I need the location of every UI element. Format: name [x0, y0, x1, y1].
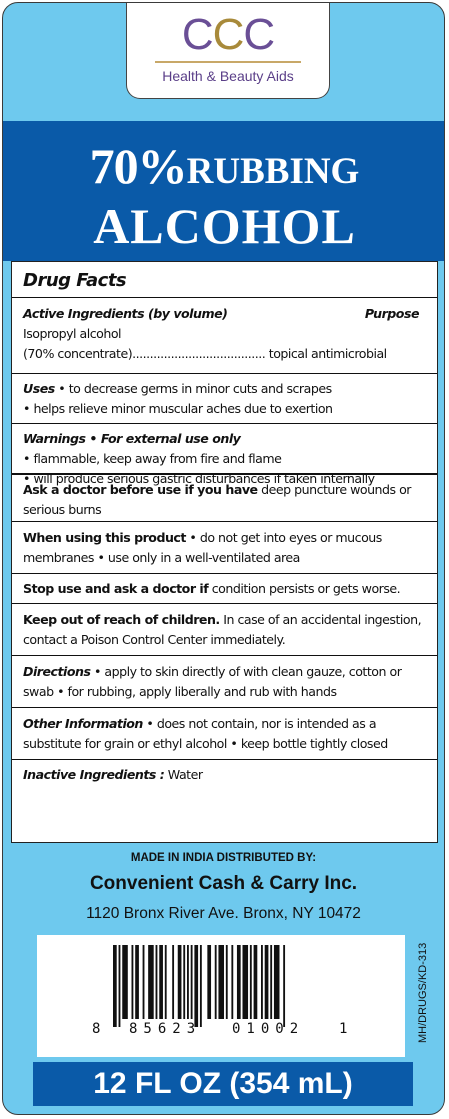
- barcode-bar: [226, 945, 228, 1019]
- drug-facts-panel: [11, 261, 438, 843]
- barcode-bar: [183, 945, 185, 1019]
- keep-out-label: Keep out of reach of children.: [23, 612, 220, 627]
- warnings-section: Warnings • For external use only • flammable, keep away from fire and flame • will produce serious gastric disturbances if taken internally: [12, 424, 437, 474]
- leader-dots: ......................................: [132, 346, 266, 361]
- title-percent: 70%: [89, 138, 187, 194]
- title-rubbing: RUBBING: [186, 151, 360, 192]
- title-alcohol: ALCOHOL: [93, 198, 356, 254]
- barcode-bar: [254, 945, 258, 1019]
- ask-doctor-label: Ask a doctor before use if you have: [23, 482, 258, 497]
- barcode-bar: [132, 945, 134, 1019]
- barcode-bar: [207, 945, 211, 1019]
- barcode-bar: [250, 945, 252, 1019]
- title-line-1: [3, 137, 445, 195]
- barcode-bar: [265, 945, 269, 1019]
- logo-divider: [155, 61, 301, 63]
- when-using-section: When using this product • do not get into eyes or mucous membranes • use only in a well-ventilated area: [12, 522, 437, 574]
- barcode-bar: [178, 945, 182, 1019]
- barcode-bar: [218, 945, 224, 1019]
- barcode-bar: [113, 945, 117, 1027]
- barcode-bar: [172, 945, 174, 1019]
- barcode-bar: [231, 945, 233, 1019]
- other-information-label: Other Information: [23, 716, 143, 731]
- active-purpose: topical antimicrobial: [268, 346, 387, 361]
- barcode-bar: [283, 945, 285, 1027]
- barcode-bar: [274, 945, 280, 1019]
- ccc-logo-mark: CCC: [181, 10, 275, 59]
- product-title-band: [3, 121, 445, 261]
- when-using-label: When using this product: [23, 530, 186, 545]
- distributor-address: 1120 Bronx River Ave. Bronx, NY 10472: [86, 905, 361, 922]
- barcode-bars: [37, 935, 405, 1057]
- other-information-section: Other Information • does not contain, nor is intended as a substitute for grain or ethyl alcohol • keep bottle tightly closed: [12, 708, 437, 760]
- active-ingredients-label: Active Ingredients (by volume): [23, 306, 228, 321]
- external-use-label: For external use only: [100, 431, 241, 446]
- barcode-bar: [237, 945, 241, 1019]
- barcode-bar: [215, 945, 217, 1019]
- stop-use-label: Stop use and ask a doctor if: [23, 581, 209, 596]
- barcode-bar: [200, 945, 202, 1027]
- distributor-name: Convenient Cash & Carry Inc.: [89, 873, 358, 894]
- barcode-bar: [156, 945, 158, 1019]
- ask-doctor-section: Ask a doctor before use if you have deep puncture wounds or serious burns: [12, 474, 437, 522]
- barcode-bar: [270, 945, 272, 1019]
- barcode-bar: [261, 945, 263, 1019]
- stop-use-section: Stop use and ask a doctor if condition persists or gets worse.: [12, 574, 437, 604]
- barcode-bar: [143, 945, 145, 1019]
- side-registration-code: MH/DRUGS/KD-313: [417, 942, 429, 1043]
- uses-label: Uses: [23, 381, 55, 396]
- barcode-bar: [122, 945, 128, 1019]
- drug-facts-heading: Drug Facts: [23, 270, 127, 291]
- barcode-bar: [243, 945, 249, 1019]
- barcode-bar: [187, 945, 189, 1019]
- barcode-bar: [165, 945, 167, 1019]
- directions-section: Directions • apply to skin directly of with clean gauze, cotton or swab • for rubbing, apply liberally and rub with hands: [12, 656, 437, 708]
- barcode-bar: [119, 945, 121, 1027]
- inactive-ingredients-label: Inactive Ingredients :: [23, 767, 165, 782]
- inactive-ingredients-section: Inactive Ingredients : Water: [23, 767, 203, 782]
- warnings-label: Warnings: [23, 431, 86, 446]
- barcode-bar: [148, 945, 154, 1019]
- drug-facts-heading-row: [12, 262, 437, 298]
- barcode-bar: [159, 945, 163, 1019]
- directions-label: Directions: [23, 664, 91, 679]
- purpose-label: Purpose: [364, 306, 419, 321]
- net-volume-band: 12 FL OZ (354 mL): [33, 1062, 413, 1106]
- barcode: 8 85623 01002 1: [37, 935, 405, 1057]
- logo-subtitle: Health & Beauty Aids: [162, 68, 294, 84]
- active-ingredients-section: [12, 298, 437, 374]
- brand-logo: [126, 3, 330, 99]
- barcode-bar: [135, 945, 139, 1019]
- keep-out-section: Keep out of reach of children. In case of an accidental ingestion, contact a Poison Control Center immediately.: [12, 604, 437, 656]
- label-frame: [2, 2, 445, 1115]
- uses-section: Uses • to decrease germs in minor cuts and scrapes • helps relieve minor muscular aches due to exertion: [12, 374, 437, 424]
- active-concentrate: (70% concentrate): [23, 346, 133, 361]
- active-ingredient-name: Isopropyl alcohol: [23, 326, 122, 341]
- made-in-line: MADE IN INDIA DISTRIBUTED BY:: [130, 852, 317, 864]
- barcode-bar: [191, 945, 193, 1019]
- barcode-bar: [194, 945, 198, 1027]
